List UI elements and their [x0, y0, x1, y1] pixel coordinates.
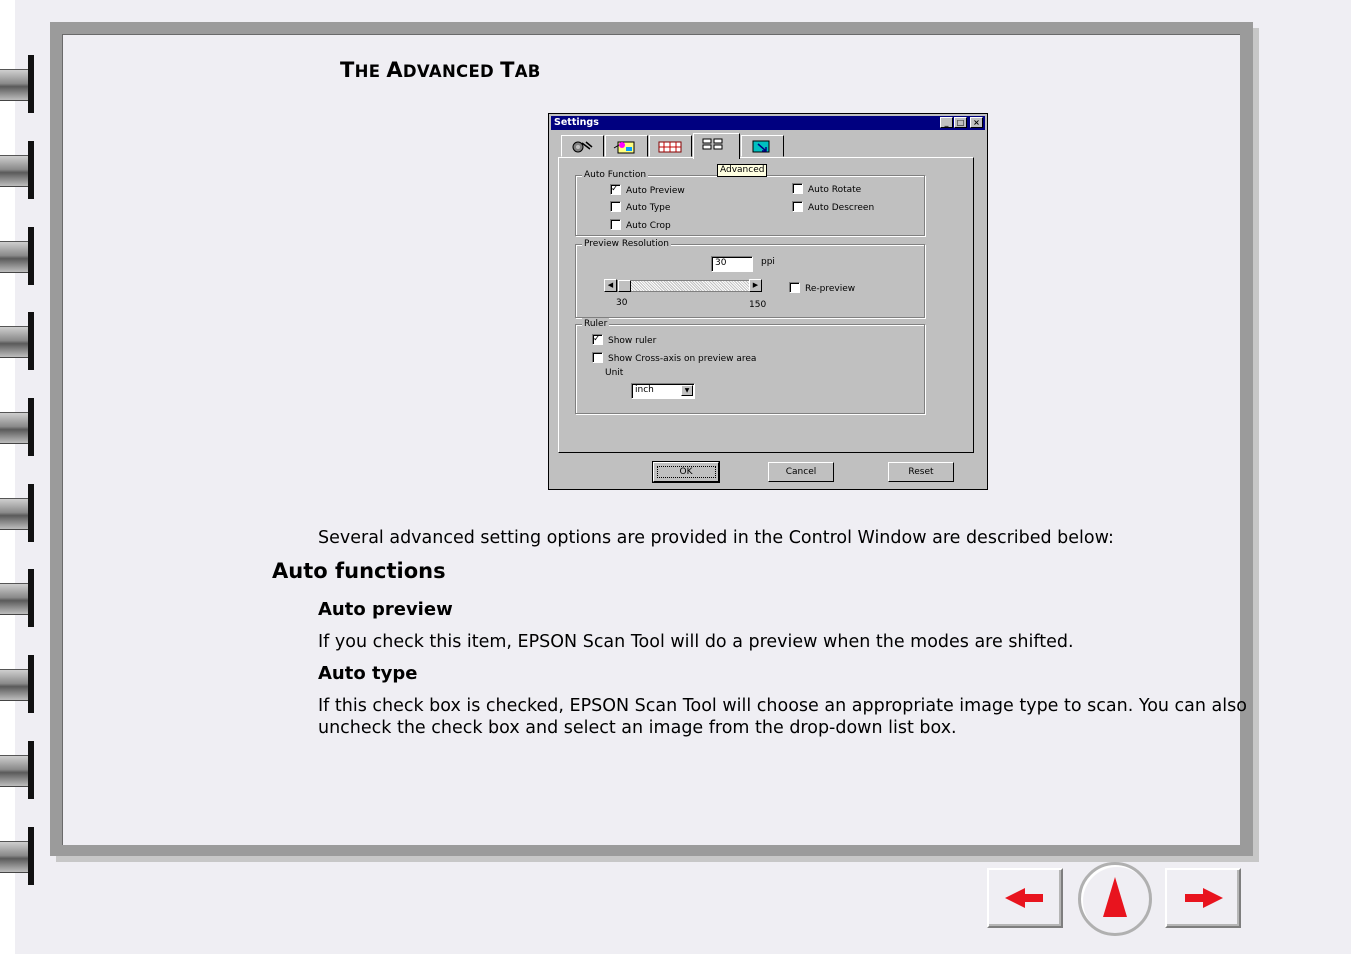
checkbox-box[interactable]	[610, 201, 621, 212]
auto-type-title: Auto type	[318, 663, 418, 684]
binder-ring	[0, 569, 34, 627]
ruler-label: Ruler	[584, 319, 608, 329]
close-button[interactable]: ×	[970, 117, 983, 128]
binder-ring	[0, 55, 34, 113]
reset-button[interactable]: Reset	[888, 462, 954, 482]
slider-min-label: 30	[616, 298, 628, 308]
show-cross-axis-checkbox[interactable]: Show Cross-axis on preview area	[592, 353, 756, 365]
advanced-tab-panel	[558, 157, 974, 453]
cancel-button[interactable]: Cancel	[768, 462, 834, 482]
checkbox-box[interactable]	[592, 334, 603, 345]
section-title: Auto functions	[272, 559, 446, 583]
preview-resolution-label: Preview Resolution	[584, 239, 669, 249]
tab-preferences[interactable]	[741, 135, 784, 157]
unit-select[interactable]: inch ▼	[631, 383, 695, 399]
color-image-icon	[612, 139, 638, 154]
up-arrow-icon	[1081, 865, 1149, 933]
left-arrow-icon	[989, 870, 1061, 926]
tab-color[interactable]	[605, 135, 648, 157]
binder-ring	[0, 655, 34, 713]
right-arrow-icon	[1167, 870, 1239, 926]
checkbox-box[interactable]	[792, 201, 803, 212]
resolution-input[interactable]: 30	[711, 256, 753, 272]
resolution-slider[interactable]	[617, 280, 751, 292]
slider-right-button[interactable]: ▶	[749, 279, 762, 292]
ok-button[interactable]: OK	[653, 462, 719, 482]
slider-max-label: 150	[749, 300, 767, 310]
binder-ring	[0, 141, 34, 199]
unit-label: Unit	[605, 368, 624, 378]
tab-advanced[interactable]	[693, 133, 740, 159]
checkbox-box[interactable]	[610, 219, 621, 230]
page-title: THE ADVANCED TAB	[340, 58, 541, 82]
auto-crop-checkbox[interactable]: Auto Crop	[610, 220, 671, 232]
checkbox-box[interactable]	[610, 184, 621, 195]
auto-preview-text: If you check this item, EPSON Scan Tool will do a preview when the modes are shifted.	[318, 632, 1074, 652]
binder-ring	[0, 484, 34, 542]
auto-rotate-checkbox[interactable]: Auto Rotate	[792, 184, 861, 196]
auto-preview-title: Auto preview	[318, 599, 453, 620]
auto-type-checkbox[interactable]: Auto Type	[610, 202, 670, 214]
auto-function-label: Auto Function	[584, 170, 647, 180]
intro-text: Several advanced setting options are provided in the Control Window are described below:	[318, 528, 1114, 548]
up-page-button[interactable]	[1078, 862, 1152, 936]
checkbox-box[interactable]	[592, 352, 603, 363]
binder-ring	[0, 741, 34, 799]
next-page-button[interactable]	[1165, 868, 1241, 928]
show-ruler-checkbox[interactable]: ✓Show ruler	[592, 335, 656, 347]
auto-descreen-checkbox[interactable]: Auto Descreen	[792, 202, 874, 214]
slider-left-button[interactable]: ◀	[604, 279, 617, 292]
auto-type-text-line2: uncheck the check box and select an image from the drop-down list box.	[318, 718, 957, 738]
chevron-down-icon[interactable]: ▼	[681, 385, 693, 396]
tab-tooltip: Advanced	[717, 164, 767, 177]
auto-preview-checkbox[interactable]: ✓Auto Preview	[610, 185, 685, 197]
repreview-checkbox[interactable]: Re-preview	[789, 283, 855, 295]
binder-ring	[0, 227, 34, 285]
binder-ring	[0, 827, 34, 885]
binder-ring	[0, 398, 34, 456]
tab-general[interactable]	[561, 135, 604, 157]
checkbox-box[interactable]	[789, 282, 800, 293]
tab-resolution[interactable]	[649, 135, 692, 157]
slider-thumb[interactable]	[618, 280, 631, 292]
dialog-titlebar	[551, 116, 985, 130]
ruler-grid-icon	[656, 139, 682, 154]
settings-dialog	[548, 113, 988, 490]
auto-type-text-line1: If this check box is checked, EPSON Scan Tool will choose an appropriate image type to scan. You can also	[318, 696, 1247, 716]
minimize-button[interactable]: _	[940, 117, 953, 128]
scanner-gear-icon	[568, 139, 594, 154]
previous-page-button[interactable]	[987, 868, 1063, 928]
maximize-button[interactable]: □	[954, 117, 967, 128]
preview-window-icon	[748, 139, 774, 154]
checkbox-box[interactable]	[792, 183, 803, 194]
advanced-settings-icon	[700, 137, 726, 152]
dialog-title: Settings	[554, 117, 599, 128]
binder-ring	[0, 312, 34, 370]
ppi-unit-label: ppi	[761, 257, 775, 267]
